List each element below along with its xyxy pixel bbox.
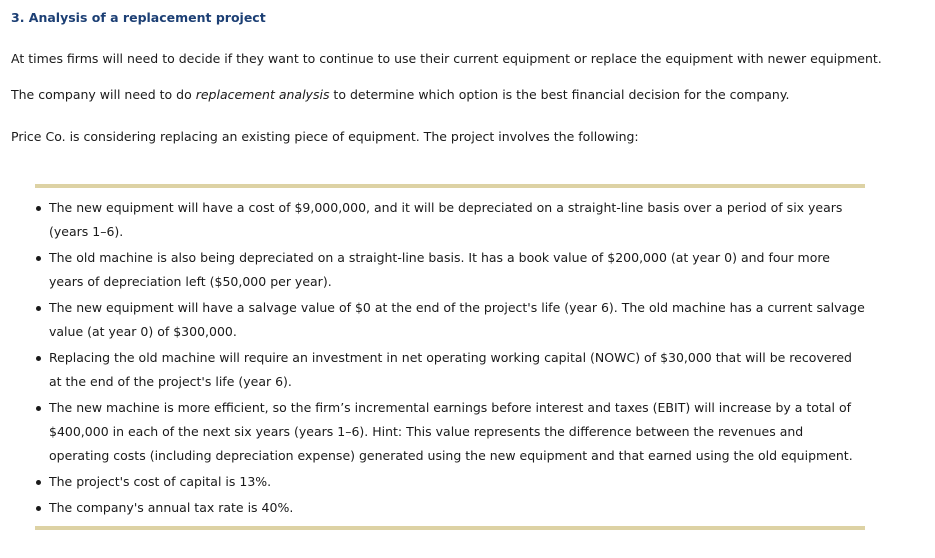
intro-paragraph-2-end: to determine which option is the best financial decision for the company. xyxy=(329,87,790,102)
replacement-analysis-emphasis: replacement analysis xyxy=(195,87,330,102)
project-details-list xyxy=(34,196,866,522)
intro-paragraph-3: Price Co. is considering replacing an existing piece of equipment. The project involves the following: xyxy=(11,129,639,144)
top-divider xyxy=(35,184,865,188)
list-item: Replacing the old machine will require an investment in net operating working capital (NOWC) of $30,000 that will be recovered at the end of the project's life (year 6). xyxy=(34,346,866,394)
list-item: The new equipment will have a salvage value of $0 at the end of the project's life (year 6). The old machine has a current salvage value (at year 0) of $300,000. xyxy=(34,296,866,344)
intro-paragraph-2 xyxy=(11,87,789,102)
list-item: The old machine is also being depreciated on a straight-line basis. It has a book value of $200,000 (at year 0) and four more years of depreciation left ($50,000 per year). xyxy=(34,246,866,294)
intro-paragraph-2-start: The company will need to do xyxy=(11,87,196,102)
bottom-divider xyxy=(35,526,865,530)
intro-paragraph-1: At times firms will need to decide if they want to continue to use their current equipment or replace the equipment with newer equipment. xyxy=(11,51,882,66)
section-heading: 3. Analysis of a replacement project xyxy=(11,10,266,25)
list-item: The project's cost of capital is 13%. xyxy=(34,470,866,494)
list-item: The new machine is more efficient, so the firm’s incremental earnings before interest and taxes (EBIT) will increase by a total of $400,000 in each of the next six years (years 1–6). Hint: This value represents the difference between the revenues and operating costs (including depreciation expense) generated using the new equipment and that earned using the old equipment. xyxy=(34,396,866,468)
list-item: The company's annual tax rate is 40%. xyxy=(34,496,866,520)
list-item: The new equipment will have a cost of $9,000,000, and it will be depreciated on a straight-line basis over a period of six years (years 1–6). xyxy=(34,196,866,244)
